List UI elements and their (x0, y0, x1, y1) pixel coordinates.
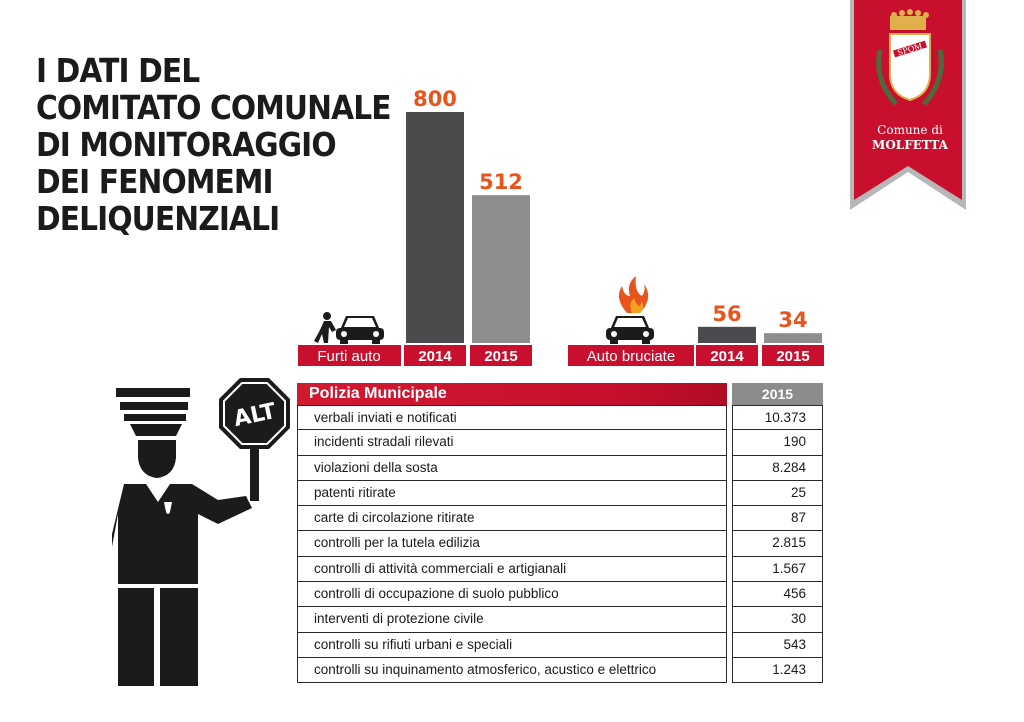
tick-label: 2015 (484, 348, 518, 365)
row-label: interventi di protezione civile (297, 607, 727, 632)
table-body (297, 405, 823, 683)
row-label: carte di circolazione ritirate (297, 506, 727, 531)
bar-value-label: 512 (479, 170, 523, 195)
chart-auto-bruciate (568, 276, 824, 366)
table-row (297, 658, 823, 683)
chart-furti-auto (298, 87, 532, 366)
title-line: DI MONITORAGGIO (36, 125, 336, 164)
burning-car-icon (606, 276, 654, 344)
tick-label: 2015 (776, 348, 810, 365)
tick-label: 2014 (710, 348, 744, 365)
chart-title: Furti auto (317, 348, 381, 365)
row-label: incidenti stradali rilevati (297, 430, 727, 455)
table-row (297, 481, 823, 506)
svg-text:SPQM: SPQM (896, 41, 924, 58)
table-header (297, 383, 823, 405)
table-row (297, 405, 823, 430)
row-label: violazioni della sosta (297, 456, 727, 481)
car-theft-icon (314, 312, 384, 344)
row-value: 543 (732, 633, 823, 658)
bar-charts (0, 0, 840, 370)
title-line: DELIQUENZIALI (36, 199, 280, 238)
row-value: 456 (732, 582, 823, 607)
bar-value-label: 800 (413, 87, 457, 111)
row-value: 30 (732, 607, 823, 632)
row-label: controlli su inquinamento atmosferico, acustico e elettrico (297, 658, 727, 683)
police-officer-icon (112, 378, 292, 690)
table-title: Polizia Municipale (297, 383, 727, 405)
table-row (297, 506, 823, 531)
tick-label: 2014 (418, 348, 452, 365)
bar-2014 (406, 112, 464, 343)
row-value: 1.567 (732, 557, 823, 582)
row-value: 190 (732, 430, 823, 455)
alt-sign-text: ALT (231, 398, 279, 433)
badge-line1: Comune di (877, 123, 943, 137)
chart-title: Auto bruciate (586, 348, 676, 365)
table-row (297, 456, 823, 481)
row-label: controlli per la tutela edilizia (297, 531, 727, 556)
row-value: 1.243 (732, 658, 823, 683)
bar-2014 (698, 327, 756, 343)
table-row (297, 633, 823, 658)
row-label: controlli su rifiuti urbani e speciali (297, 633, 727, 658)
polizia-municipale-table (297, 383, 823, 683)
table-row (297, 430, 823, 455)
table-year: 2015 (732, 383, 823, 405)
row-label: patenti ritirate (297, 481, 727, 506)
badge-line2: MOLFETTA (872, 138, 948, 152)
bar-2015 (472, 195, 530, 343)
bar-value-label: 56 (712, 301, 742, 326)
row-value: 10.373 (732, 405, 823, 430)
table-row (297, 607, 823, 632)
bar-2015 (764, 333, 822, 343)
row-label: controlli di attività commerciali e artigianali (297, 557, 727, 582)
title-line: DEI FENOMEMI (36, 162, 273, 201)
comune-badge (850, 0, 966, 212)
row-value: 87 (732, 506, 823, 531)
title-line: I DATI DEL (36, 51, 200, 90)
bar-value-label: 34 (778, 308, 808, 333)
row-value: 8.284 (732, 456, 823, 481)
title-line: COMITATO COMUNALE (36, 88, 391, 127)
table-row (297, 557, 823, 582)
row-label: controlli di occupazione di suolo pubblico (297, 582, 727, 607)
table-row (297, 582, 823, 607)
row-label: verbali inviati e notificati (297, 405, 727, 430)
row-value: 2.815 (732, 531, 823, 556)
table-row (297, 531, 823, 556)
row-value: 25 (732, 481, 823, 506)
